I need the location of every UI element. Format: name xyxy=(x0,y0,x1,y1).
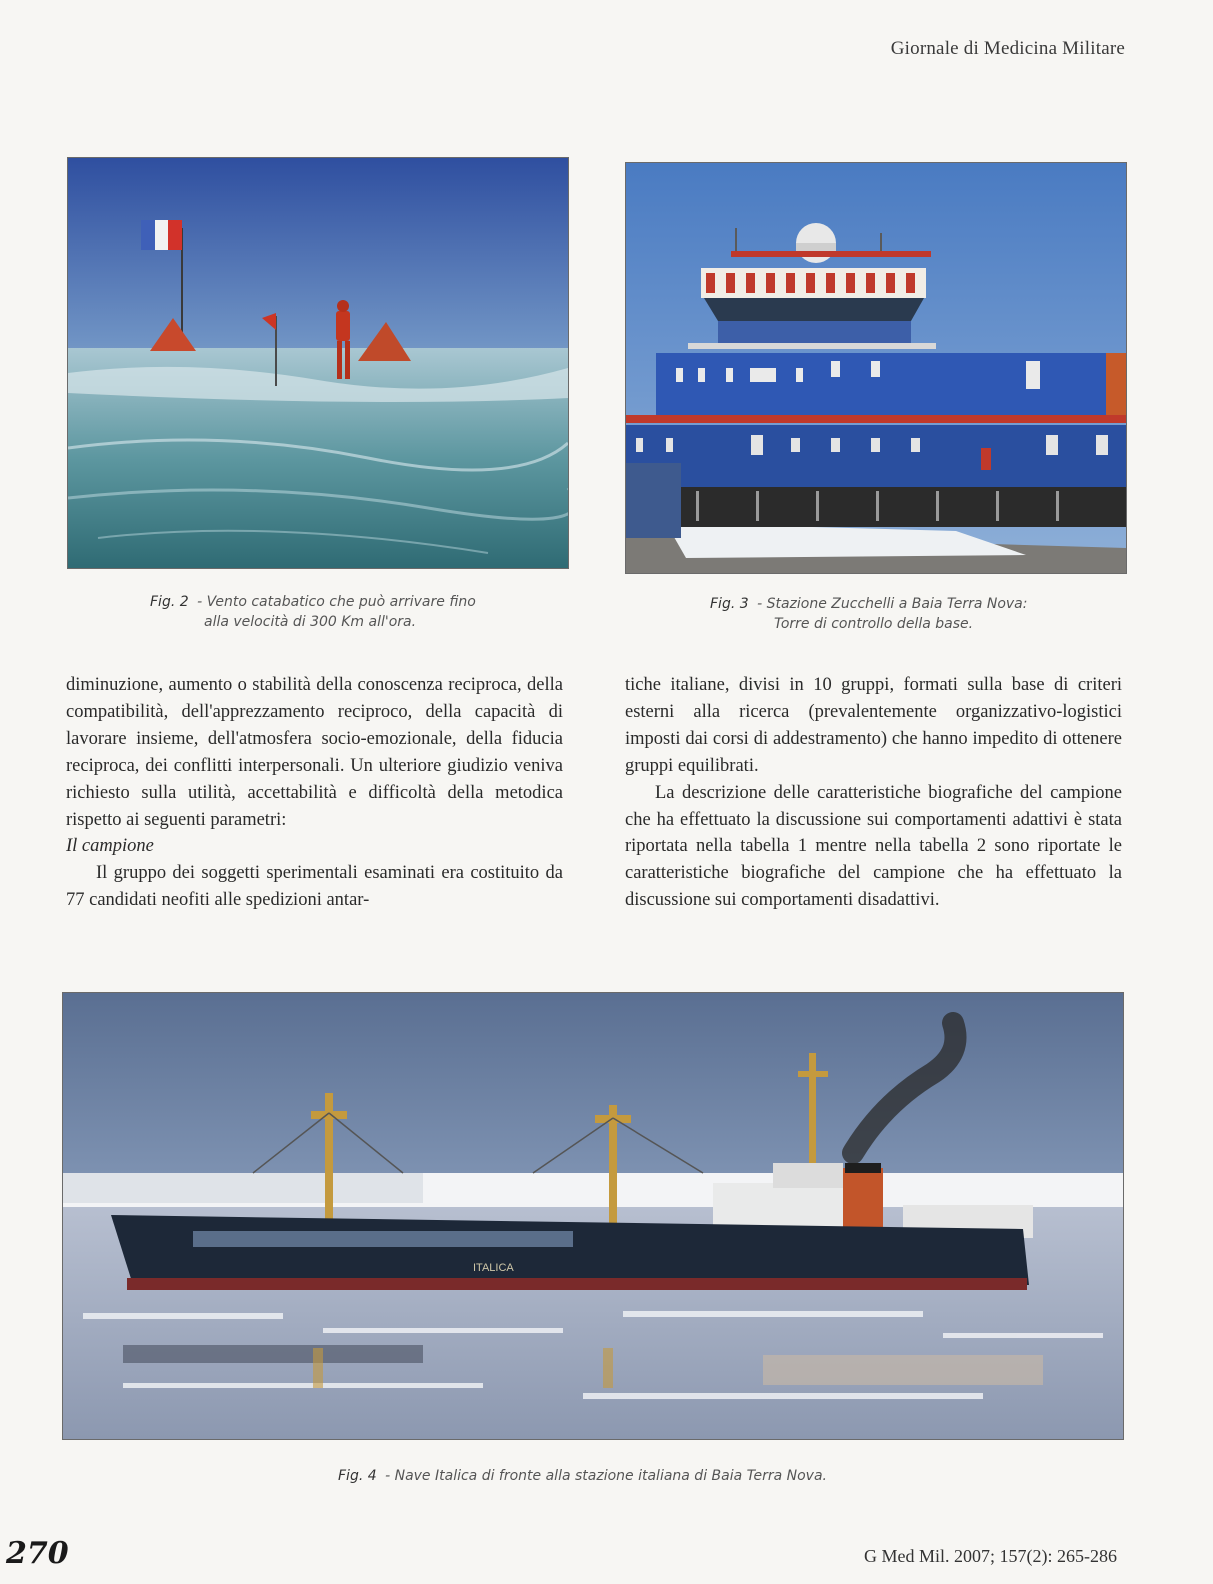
figure-4-caption xyxy=(338,1466,938,1486)
figure-3-caption-line-1: - Stazione Zucchelli a Baia Terra Nova: xyxy=(757,596,1028,612)
figure-2-photo xyxy=(67,157,569,569)
figure-3-caption xyxy=(710,594,1090,634)
left-paragraph-1: diminuzione, aumento o stabilità della conoscenza reciproca, della compatibilità, dell'apprezzamento reciproco, della capacità di lavorare insieme, dell'atmosfera socio-emozionale, della fiducia reciproca, dei conflitti interpersonali. Un ulteriore giudizio veniva richiesto sulla utilità, accettabilità e difficoltà della metodica rispetto ai seguenti parametri: xyxy=(66,675,563,830)
ship-name-label: ITALICA xyxy=(473,1262,514,1274)
figure-2-caption-line-1: - Vento catabatico che può arrivare fino xyxy=(197,594,476,610)
figure-4-caption-line-1: - Nave Italica di fronte alla stazione italiana di Baia Terra Nova. xyxy=(385,1468,827,1484)
left-paragraph-2: Il gruppo dei soggetti sperimentali esaminati era costituito da 77 candidati neofiti alle spedizioni antar- xyxy=(66,863,563,911)
figure-3-photo xyxy=(625,162,1127,574)
figure-4-label: Fig. 4 xyxy=(338,1468,377,1484)
right-paragraph-1: tiche italiane, divisi in 10 gruppi, formati sulla base di criteri esterni alla ricerca (prevalentemente organizzativo-logistici imposti dai corsi di addestramento) che hanno impedito di ottenere gruppi equilibrati. xyxy=(625,675,1122,776)
figure-3-caption-line-2: Torre di controllo della base. xyxy=(774,616,974,632)
body-column-left xyxy=(66,672,563,914)
body-column-right xyxy=(625,672,1122,914)
figure-4-photo xyxy=(62,992,1124,1440)
page-number: 270 xyxy=(6,1536,69,1571)
subheading-il-campione: Il campione xyxy=(66,836,154,857)
running-head-journal-title: Giornale di Medicina Militare xyxy=(890,38,1125,59)
figure-2-label: Fig. 2 xyxy=(150,594,189,610)
figure-3-label: Fig. 3 xyxy=(710,596,749,612)
journal-citation: G Med Mil. 2007; 157(2): 265-286 xyxy=(864,1546,1117,1566)
figure-2-caption xyxy=(150,592,530,632)
right-paragraph-2: La descrizione delle caratteristiche biografiche del campione che ha effettuato la discussione sui comportamenti adattivi è stata riportata nella tabella 1 mentre nella tabella 2 sono riportate le caratteristiche biografiche del campione che ha effettuato la discussione sui comportamenti disadattivi. xyxy=(625,782,1122,911)
figure-2-caption-line-2: alla velocità di 300 Km all'ora. xyxy=(204,614,417,630)
